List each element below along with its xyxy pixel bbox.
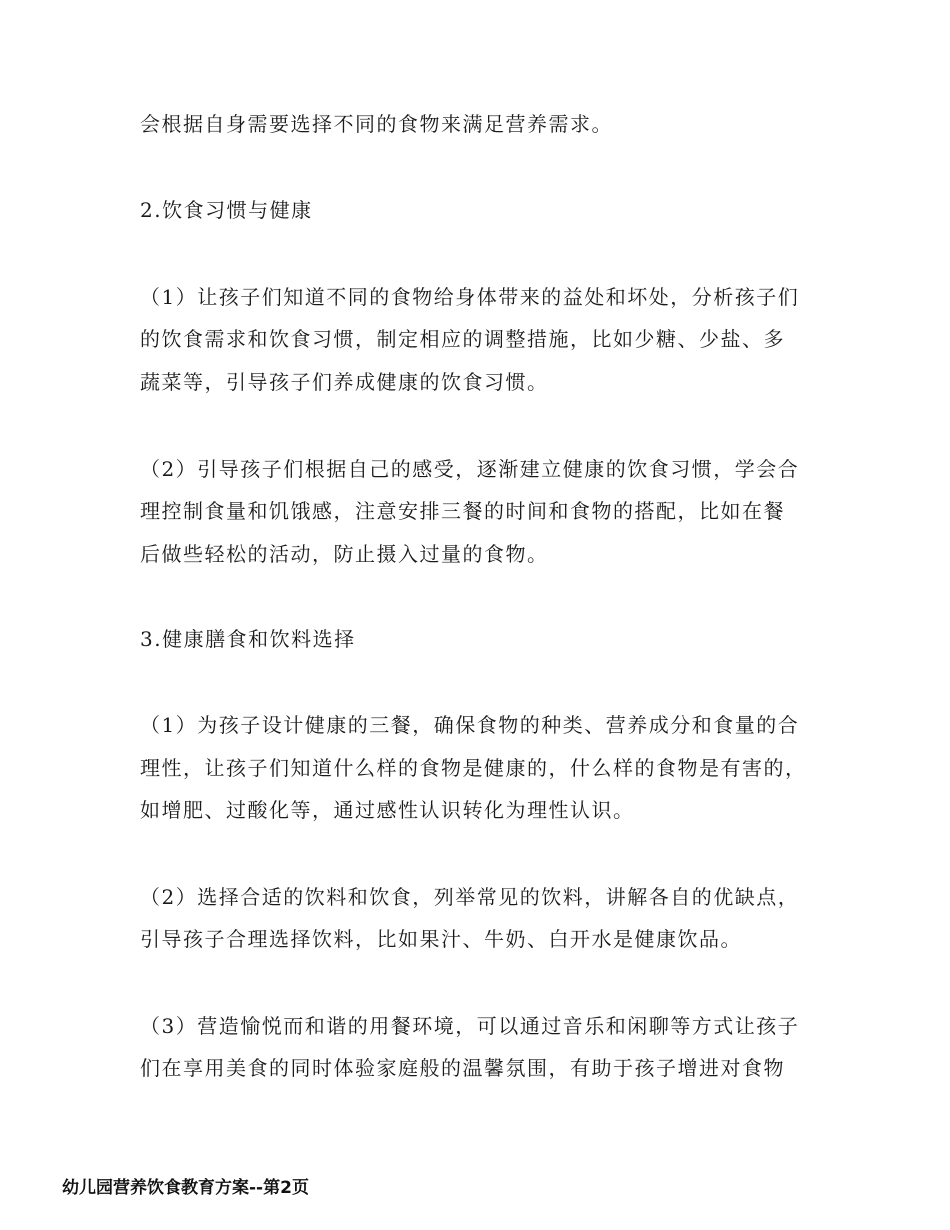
paragraph-3-1-line-1: （1）为孩子设计健康的三餐，确保食物的种类、营养成分和食量的合 (140, 713, 800, 737)
paragraph-3-1-line-3: 如增肥、过酸化等，通过感性认识转化为理性认识。 (140, 798, 635, 822)
paragraph-3-1-line-2: 理性，让孩子们知道什么样的食物是健康的，什么样的食物是有害的， (140, 756, 807, 780)
paragraph-2-2-line-2: 理控制食量和饥饿感，注意安排三餐的时间和食物的搭配，比如在餐 (140, 499, 785, 523)
paragraph-3-3-line-2: 们在享用美食的同时体验家庭般的温馨氛围，有助于孩子增进对食物 (140, 1056, 785, 1080)
paragraph-2-2-line-3: 后做些轻松的活动，防止摄入过量的食物。 (140, 542, 549, 566)
paragraph-line-continuation: 会根据自身需要选择不同的食物来满足营养需求。 (140, 112, 613, 136)
paragraph-3-2-line-2: 引导孩子合理选择饮料，比如果汁、牛奶、白开水是健康饮品。 (140, 927, 742, 951)
page-footer: 幼儿园营养饮食教育方案--第2页 (62, 1178, 309, 1198)
section-heading-3: 3.健康膳食和饮料选择 (140, 627, 356, 651)
paragraph-2-1-line-2: 的饮食需求和饮食习惯，制定相应的调整措施，比如少糖、少盐、多 (140, 327, 785, 351)
paragraph-2-2-line-1: （2）引导孩子们根据自己的感受，逐渐建立健康的饮食习惯，学会合 (140, 457, 800, 481)
paragraph-2-1-line-3: 蔬菜等，引导孩子们养成健康的饮食习惯。 (140, 370, 549, 394)
paragraph-3-2-line-1: （2）选择合适的饮料和饮食，列举常见的饮料，讲解各自的优缺点， (140, 885, 800, 909)
section-heading-2: 2.饮食习惯与健康 (140, 198, 313, 222)
paragraph-3-3-line-1: （3）营造愉悦而和谐的用餐环境，可以通过音乐和闲聊等方式让孩子 (140, 1014, 800, 1038)
paragraph-2-1-line-1: （1）让孩子们知道不同的食物给身体带来的益处和坏处，分析孩子们 (140, 285, 800, 309)
